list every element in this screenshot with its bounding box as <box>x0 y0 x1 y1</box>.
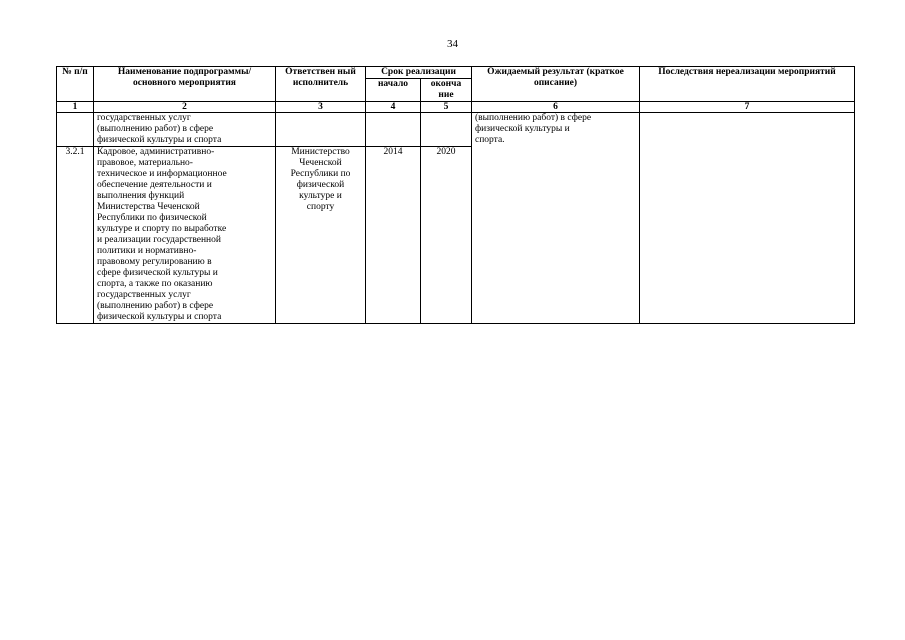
row-end <box>421 113 472 147</box>
column-number: 7 <box>640 102 855 113</box>
row-name: Кадровое, административно- правовое, материально- техническое и информационное обеспечение деятельности и выполнения функций Министерства Чеченской Республики по физической культуре и спорту по выработке и реализации государственной политики и нормативно- правовому регулированию в сфере физической культуры и спорта, а также по оказанию государственных услуг (выполнению работ) в сфере физической культуры и спорта <box>94 147 276 324</box>
row-start: 2014 <box>366 147 421 324</box>
row-num <box>57 113 94 147</box>
row-result: (выполнению работ) в сфере физической культуры и спорта. <box>472 113 640 324</box>
table-row <box>57 113 855 147</box>
row-executor: Министерство Чеченской Республики по физической культуре и спорту <box>276 147 366 324</box>
header-consequences: Последствия нереализации мероприятий <box>640 67 855 102</box>
header-executor: Ответствен ный исполнитель <box>276 67 366 102</box>
column-number: 3 <box>276 102 366 113</box>
header-end: оконча ние <box>421 79 472 102</box>
row-name: государственных услуг (выполнению работ) в сфере физической культуры и спорта <box>94 113 276 147</box>
row-executor <box>276 113 366 147</box>
program-table <box>56 66 855 324</box>
row-consequences <box>640 113 855 324</box>
row-start <box>366 113 421 147</box>
header-num: № п/п <box>57 67 94 102</box>
row-end: 2020 <box>421 147 472 324</box>
page-number: 34 <box>447 38 458 50</box>
row-num: 3.2.1 <box>57 147 94 324</box>
column-number-row <box>57 102 855 113</box>
header-result: Ожидаемый результат (краткое описание) <box>472 67 640 102</box>
column-number: 5 <box>421 102 472 113</box>
column-number: 2 <box>94 102 276 113</box>
column-number: 6 <box>472 102 640 113</box>
header-name: Наименование подпрограммы/ основного мероприятия <box>94 67 276 102</box>
header-period: Срок реализации <box>366 67 472 79</box>
column-number: 4 <box>366 102 421 113</box>
column-number: 1 <box>57 102 94 113</box>
header-start: начало <box>366 79 421 102</box>
